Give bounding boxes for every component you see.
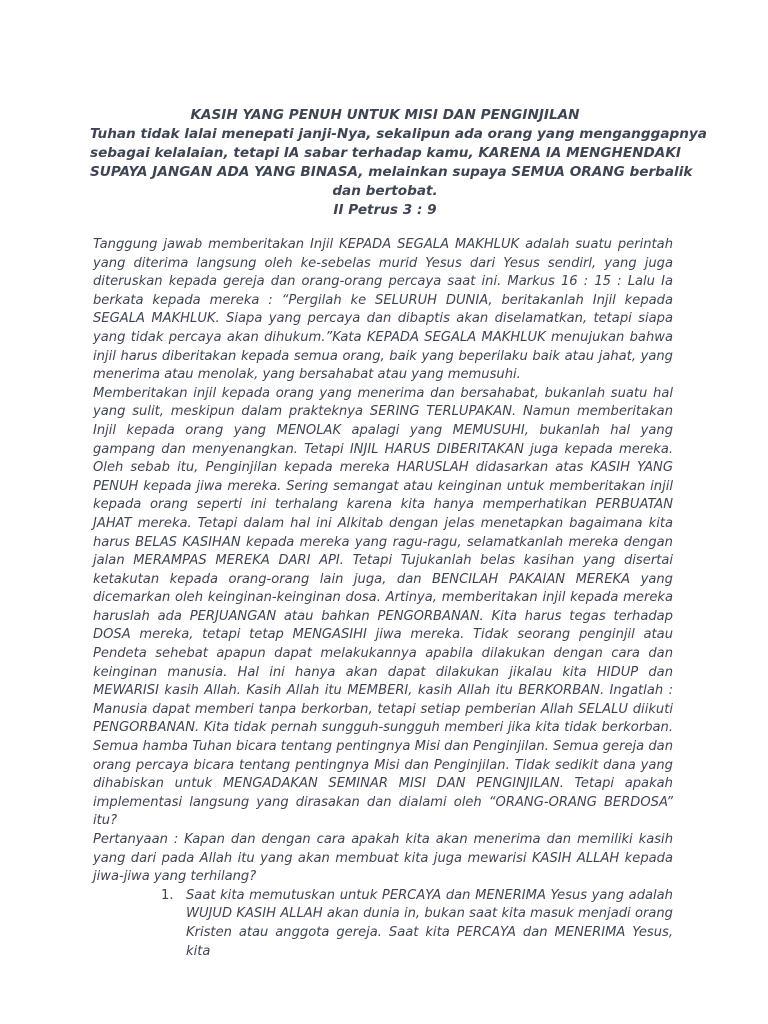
bible-reference: II Petrus 3 : 9 (333, 202, 437, 218)
numbered-list (93, 887, 673, 961)
heading-verse-line: dan bertobat. (332, 183, 438, 199)
document-heading (90, 106, 707, 220)
paragraph: Tanggung jawab memberitakan Injil KEPADA SEGALA MAKHLUK adalah suatu perintah yang diterima langsung oleh ke-sebelas murid Yesus dari Yesus sendirl, yang juga diteruskan kepada gereja dan orang-orang percaya saat ini. Markus 16 : 15 : Lalu Ia berkata kepada mereka : “Pergilah ke SELURUH DUNIA, beritakanlah Injil kepada SEGALA MAKHLUK. Siapa yang percaya dan dibaptis akan diselamatkan, tetapi siapa yang tidak percaya akan dihukum.”Kata KEPADA SEGALA MAKHLUK menujukan bahwa injil harus diberitakan kepada semua orang, baik yang beperilaku baik atau jahat, yang menerima atau menolak, yang bersahabat atau yang memusuhi. (93, 237, 673, 383)
heading-verse-line: sebagai kelalaian, tetapi IA sabar terhadap kamu, KARENA IA MENGHENDAKI (90, 145, 681, 161)
list-item (161, 887, 673, 961)
document-body (93, 236, 673, 961)
paragraph: Memberitakan injil kepada orang yang menerima dan bersahabat, bukanlah suatu hal yang sulit, meskipun dalam prakteknya SERING TERLUPAKAN. Namun memberitakan Injil kepada orang yang MENOLAK apalagi yang MEMUSUHI, bukanlah hal yang gampang dan menyenangkan. Tetapi INJIL HARUS DIBERITAKAN juga kepada mereka. Oleh sebab itu, Penginjilan kepada mereka HARUSLAH didasarkan atas KASIH YANG PENUH kepada jiwa mereka. Sering semangat atau keinginan untuk memberitakan injil kepada orang seperti ini terhalang karena kita hanya memperhatikan PERBUATAN JAHAT mereka. Tetapi dalam hal ini Alkitab dengan jelas menetapkan bagaimana kita harus BELAS KASIHAN kepada mereka yang ragu-ragu, selamatkanlah mereka dengan jalan MERAMPAS MEREKA DARI API. Tetapi Tujukanlah belas kasihan yang disertai ketakutan kepada orang-orang lain juga, dan BENCILAH PAKAIAN MEREKA yang dicemarkan oleh keinginan-keinginan dosa. Artinya, memberitakan injil kepada mereka haruslah ada PERJUANGAN atau bahkan PENGORBANAN. Kita harus tegas terhadap DOSA mereka, tetapi tetap MENGASIHI jiwa mereka. Tidak seorang penginjil atau Pendeta sehebat apapun dapat melakukannya apabila dilakukan dengan cara dan keinginan manusia. Hal ini hanya akan dapat dilakukan jikalau kita HIDUP dan MEWARISI kasih Allah. Kasih Allah itu MEMBERI, kasih Allah itu BERKORBAN. Ingatlah : Manusia dapat memberi tanpa berkorban, tetapi setiap pemberian Allah SELALU diikuti PENGORBANAN. Kita tidak pernah sungguh-sungguh memberi jika kita tidak berkorban. Semua hamba Tuhan bicara tentang pentingnya Misi dan Penginjilan. Semua gereja dan orang percaya bicara tentang pentingnya Misi dan Penginjilan. Tidak sedikit dana yang dihabiskan untuk MENGADAKAN SEMINAR MISI DAN PENGINJILAN. Tetapi apakah implementasi langsung yang dirasakan dan dialami oleh “ORANG-ORANG BERDOSA” itu? (93, 385, 673, 829)
list-item-number: 1. (161, 887, 174, 903)
list-item-text: Saat kita memutuskan untuk PERCAYA dan MENERIMA Yesus yang adalah WUJUD KASIH ALLAH akan dunia in, bukan saat kita masuk menjadi orang Kristen atau anggota gereja. Saat kita PERCAYA dan MENERIMA Yesus, kita (186, 887, 673, 959)
heading-verse-line: SUPAYA JANGAN ADA YANG BINASA, melainkan supaya SEMUA ORANG berbalik (90, 164, 693, 180)
document-title: KASIH YANG PENUH UNTUK MISI DAN PENGINJILAN (190, 107, 580, 123)
paragraph: Pertanyaan : Kapan dan dengan cara apakah kita akan menerima dan memiliki kasih yang dari pada Allah itu yang akan membuat kita juga mewarisi KASIH ALLAH kepada jiwa-jiwa yang terhilang? (93, 832, 673, 885)
heading-verse-line: Tuhan tidak lalai menepati janji-Nya, sekalipun ada orang yang menganggapnya (90, 126, 707, 142)
